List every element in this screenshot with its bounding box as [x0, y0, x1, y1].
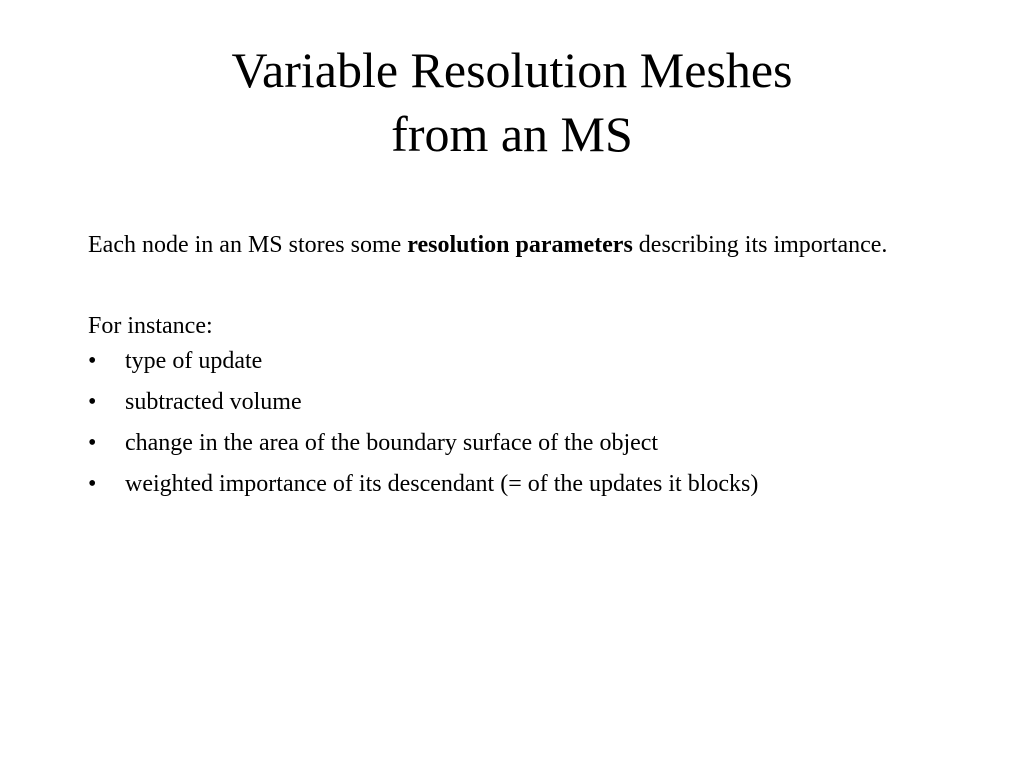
- title-line-2: from an MS: [391, 106, 633, 162]
- bullet-icon: •: [88, 389, 97, 415]
- bullet-list: [88, 344, 948, 508]
- slide-body: [88, 228, 948, 508]
- bullet-item: [88, 426, 948, 467]
- bullet-item: [88, 344, 948, 385]
- bullet-icon: •: [88, 430, 97, 456]
- paragraph-spacer: [88, 263, 948, 309]
- bullet-icon: •: [88, 348, 97, 374]
- intro-text-after: describing its importance.: [632, 232, 888, 258]
- title-line-1: Variable Resolution Meshes: [231, 42, 793, 98]
- intro-paragraph: [88, 228, 948, 263]
- lead-text: For instance:: [88, 313, 213, 339]
- bullet-text: change in the area of the boundary surface of the object: [125, 430, 659, 456]
- bullet-text: weighted importance of its descendant (= of the updates it blocks): [125, 471, 759, 497]
- bullet-item: [88, 467, 948, 508]
- slide-title: [0, 38, 1024, 166]
- bullet-text: subtracted volume: [125, 389, 302, 415]
- intro-bold-term: resolution parameters: [407, 232, 633, 258]
- bullet-item: [88, 385, 948, 426]
- intro-text-before: Each node in an MS stores some: [88, 232, 408, 258]
- bullet-icon: •: [88, 471, 97, 497]
- bullet-text: type of update: [125, 348, 263, 374]
